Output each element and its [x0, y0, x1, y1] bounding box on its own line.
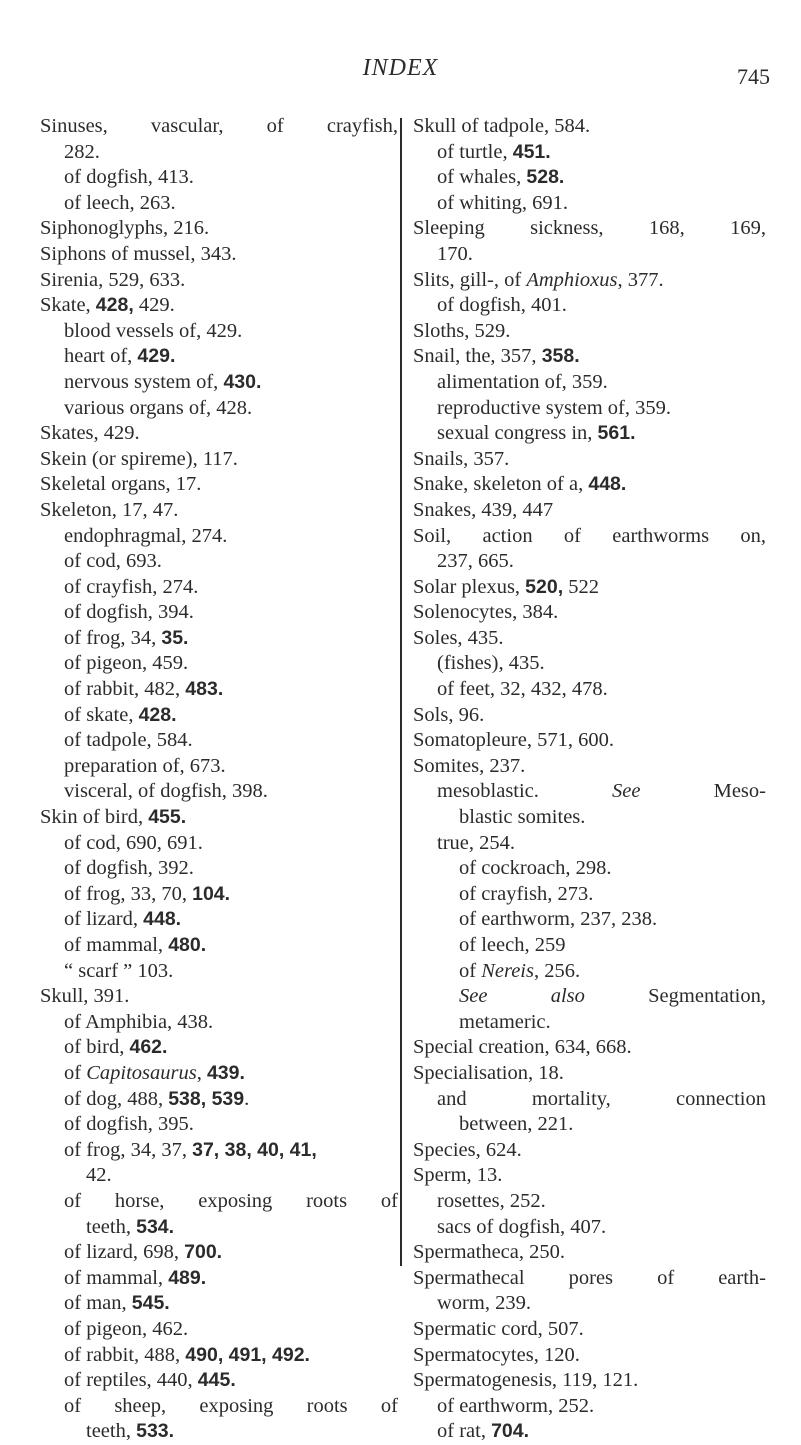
index-subentry	[40, 1112, 398, 1138]
index-text: “ scarf ” 103.	[64, 959, 174, 982]
column-divider	[400, 118, 402, 1266]
index-entry	[413, 1368, 766, 1394]
index-text: of Amphibia, 438.	[64, 1010, 214, 1033]
index-subentry	[40, 831, 398, 857]
index-subentry	[40, 1368, 398, 1394]
index-text: 282.	[64, 140, 100, 163]
index-page-ref-bold: 428.	[138, 703, 177, 726]
index-entry	[413, 114, 766, 140]
index-subentry	[40, 600, 398, 626]
index-text: and mortality, connection	[437, 1087, 766, 1110]
index-subentry	[413, 1394, 766, 1420]
index-text: Sperm, 13.	[413, 1164, 503, 1187]
index-text: (fishes), 435.	[437, 652, 545, 675]
index-text: alimentation of, 359.	[437, 370, 608, 393]
index-text: Soles, 435.	[413, 626, 504, 649]
index-entry	[413, 447, 766, 473]
index-entry	[40, 984, 398, 1010]
index-text: of pigeon, 459.	[64, 652, 189, 675]
index-text: Skin of bird,	[40, 806, 149, 829]
index-entry	[413, 319, 766, 345]
index-page-ref-bold: 462.	[129, 1036, 168, 1059]
index-text: of frog, 34, 37,	[64, 1138, 193, 1161]
index-page-ref-bold: 545.	[131, 1292, 170, 1315]
running-head-title: INDEX	[362, 55, 439, 81]
index-text: rosettes, 252.	[437, 1189, 546, 1212]
index-subentry	[40, 1419, 398, 1445]
index-text: of turtle,	[437, 140, 513, 163]
index-subentry	[40, 728, 398, 754]
index-text: Spermatic cord, 507.	[413, 1317, 584, 1340]
index-text: various organs of, 428.	[64, 396, 253, 419]
index-page-ref-bold: 448.	[588, 473, 627, 496]
index-subentry	[40, 549, 398, 575]
index-text: Skates, 429.	[40, 422, 140, 445]
index-subentry	[40, 165, 398, 191]
index-subentry	[40, 856, 398, 882]
index-subentry	[40, 1215, 398, 1241]
index-text: nervous system of,	[64, 370, 224, 393]
index-entry	[413, 268, 766, 294]
index-subentry	[413, 549, 766, 575]
index-page-ref-bold: 533.	[136, 1420, 175, 1443]
index-text: of crayfish, 274.	[64, 575, 199, 598]
index-text: of frog, 33, 70,	[64, 882, 193, 905]
index-text: of crayfish, 273.	[459, 882, 594, 905]
index-text: of	[64, 1061, 87, 1084]
index-text: Siphonoglyphs, 216.	[40, 217, 210, 240]
index-subentry	[40, 140, 398, 166]
index-text: blood vessels of, 429.	[64, 319, 243, 342]
index-text: of leech, 259	[459, 934, 566, 956]
index-text: Specialisation, 18.	[413, 1061, 564, 1084]
index-text: Meso-	[640, 780, 766, 803]
index-text: true, 254.	[437, 831, 515, 854]
index-entry	[40, 242, 398, 268]
index-text: metameric.	[459, 1010, 551, 1033]
index-text: Skeleton, 17, 47.	[40, 498, 179, 521]
index-text: Special creation, 634, 668.	[413, 1036, 632, 1059]
index-subentry	[40, 1189, 398, 1215]
index-text: Skull of tadpole, 584.	[413, 115, 591, 137]
index-entry	[40, 293, 398, 319]
index-subentry	[40, 1394, 398, 1420]
index-text: reproductive system of, 359.	[437, 396, 671, 419]
index-text: of reptiles, 440,	[64, 1369, 198, 1392]
index-subentry	[413, 421, 766, 447]
index-subentry	[40, 1035, 398, 1061]
index-subentry	[413, 856, 766, 882]
index-subentry	[413, 396, 766, 422]
index-page-ref-bold: 538, 539	[168, 1087, 245, 1110]
index-text: of man,	[64, 1292, 132, 1315]
index-subentry	[413, 140, 766, 166]
index-subentry	[413, 1010, 766, 1036]
index-column-left	[40, 114, 398, 1445]
index-subentry	[40, 1266, 398, 1292]
index-text: Solenocytes, 384.	[413, 601, 559, 624]
index-subentry	[40, 677, 398, 703]
index-text: , 256.	[533, 959, 581, 982]
index-subentry	[413, 1087, 766, 1113]
index-entry	[413, 1240, 766, 1266]
index-text: , 377.	[617, 268, 664, 291]
index-text: teeth,	[86, 1215, 137, 1238]
index-subentry	[413, 1189, 766, 1215]
index-subentry	[413, 779, 766, 805]
index-entry	[413, 575, 766, 601]
index-text: of cod, 690, 691.	[64, 831, 203, 854]
index-text: Spermatheca, 250.	[413, 1241, 565, 1264]
index-text: of cod, 693.	[64, 550, 162, 573]
index-subentry	[40, 370, 398, 396]
index-text: Species, 624.	[413, 1138, 522, 1161]
index-text: Somites, 237.	[413, 754, 526, 777]
index-text: Sirenia, 529, 633.	[40, 268, 186, 291]
index-subentry	[40, 1317, 398, 1343]
index-text: Slits, gill-, of	[413, 268, 527, 291]
index-entry	[40, 472, 398, 498]
index-text: worm, 239.	[437, 1292, 531, 1315]
index-page-ref-bold: 520,	[525, 575, 564, 598]
index-text: of sheep, exposing roots of	[64, 1394, 398, 1417]
index-page-ref-bold: 489.	[168, 1266, 207, 1289]
index-text: Spermatogenesis, 119, 121.	[413, 1369, 639, 1392]
index-subentry	[40, 1087, 398, 1113]
index-text: visceral, of dogfish, 398.	[64, 780, 268, 803]
index-text: 42.	[86, 1164, 112, 1187]
index-text: blastic somites.	[459, 806, 586, 829]
index-subentry	[413, 831, 766, 857]
index-text: of dogfish, 395.	[64, 1113, 194, 1136]
index-text: Spermathecal pores of earth-	[413, 1266, 766, 1289]
index-text: of lizard, 698,	[64, 1241, 185, 1264]
index-subentry	[413, 1419, 766, 1445]
index-subentry	[40, 626, 398, 652]
index-entry	[40, 216, 398, 242]
index-page-ref-bold: 483.	[185, 678, 224, 701]
index-text: of mammal,	[64, 1266, 169, 1289]
index-page-ref-bold: 448.	[143, 908, 182, 931]
index-text: Sleeping sickness, 168, 169,	[413, 217, 766, 240]
index-subentry	[413, 882, 766, 908]
index-subentry	[413, 907, 766, 933]
index-text: preparation of, 673.	[64, 754, 226, 777]
index-subentry	[40, 344, 398, 370]
index-text: of horse, exposing roots of	[64, 1189, 398, 1212]
index-text: Sloths, 529.	[413, 319, 511, 342]
index-subentry	[40, 651, 398, 677]
index-subentry	[40, 959, 398, 985]
index-text: Snake, skeleton of a,	[413, 473, 589, 496]
index-subentry	[413, 293, 766, 319]
index-entry	[413, 472, 766, 498]
index-page-ref-bold: 561.	[597, 422, 636, 445]
index-page-ref-bold: 528.	[526, 166, 565, 189]
index-text: heart of,	[64, 345, 138, 368]
index-page-ref-bold: 430.	[223, 370, 262, 393]
index-text: of rabbit, 482,	[64, 678, 186, 701]
index-page-ref-bold: 704.	[491, 1420, 530, 1443]
index-entry	[413, 626, 766, 652]
index-text: of pigeon, 462.	[64, 1317, 189, 1340]
index-text: Somatopleure, 571, 600.	[413, 729, 614, 752]
index-entry	[40, 114, 398, 140]
index-page-ref-bold: 428,	[95, 294, 134, 317]
index-text: of dogfish, 401.	[437, 294, 567, 317]
index-text: of dogfish, 413.	[64, 166, 194, 189]
index-text: of rat,	[437, 1420, 492, 1443]
index-text: 170.	[437, 242, 473, 265]
index-text: Siphons of mussel, 343.	[40, 242, 237, 265]
index-subentry	[413, 933, 766, 959]
index-subentry	[40, 703, 398, 729]
index-page-ref-bold: 104.	[192, 882, 231, 905]
index-subentry	[413, 1291, 766, 1317]
index-text: of lizard,	[64, 908, 144, 931]
index-entry	[413, 1266, 766, 1292]
index-text: of dogfish, 392.	[64, 857, 194, 880]
index-text: Snail, the, 357,	[413, 345, 542, 368]
index-text: of dogfish, 394.	[64, 601, 194, 624]
index-text: .	[244, 1087, 250, 1110]
index-text: Skull, 391.	[40, 985, 130, 1008]
index-page-ref-bold: 480.	[168, 934, 207, 956]
index-page-ref-bold: 451.	[512, 140, 551, 163]
index-subentry	[40, 882, 398, 908]
index-text: of bird,	[64, 1036, 130, 1059]
index-entry	[40, 268, 398, 294]
index-text: teeth,	[86, 1420, 137, 1443]
index-subentry	[413, 191, 766, 217]
index-page-ref-bold: 700.	[184, 1241, 223, 1264]
index-text: endophragmal, 274.	[64, 524, 228, 547]
index-entry	[413, 1317, 766, 1343]
index-subentry	[40, 575, 398, 601]
index-term-italic: See also	[459, 985, 585, 1008]
index-text: Skein (or spireme), 117.	[40, 447, 238, 470]
index-page-ref-bold: 37, 38, 40, 41,	[192, 1138, 317, 1161]
index-text: of whales,	[437, 166, 527, 189]
index-text: of earthworm, 237, 238.	[459, 908, 658, 931]
index-text: of	[459, 959, 482, 982]
index-text: of skate,	[64, 703, 139, 726]
index-subentry	[413, 242, 766, 268]
index-term-italic: See	[612, 780, 641, 803]
index-subentry	[40, 396, 398, 422]
index-subentry	[40, 191, 398, 217]
index-text: 522	[563, 575, 599, 598]
index-text: of rabbit, 488,	[64, 1343, 186, 1366]
index-subentry	[413, 984, 766, 1010]
index-text: Skate,	[40, 294, 96, 317]
index-subentry	[40, 933, 398, 959]
index-subentry	[413, 805, 766, 831]
index-text: Snakes, 439, 447	[413, 498, 554, 521]
index-page-ref-bold: 358.	[541, 345, 580, 368]
index-text: of feet, 32, 432, 478.	[437, 678, 608, 701]
index-page-ref-bold: 35.	[161, 626, 189, 649]
index-page-ref-bold: 439.	[206, 1061, 245, 1084]
index-entry	[413, 600, 766, 626]
index-text: 429.	[133, 294, 175, 317]
index-text: ,	[196, 1061, 207, 1084]
page-number: 745	[737, 64, 770, 89]
index-subentry	[413, 677, 766, 703]
index-subentry	[413, 651, 766, 677]
index-text: of whiting, 691.	[437, 191, 568, 214]
index-subentry	[40, 907, 398, 933]
index-subentry	[413, 959, 766, 985]
index-subentry	[40, 1291, 398, 1317]
index-entry	[413, 728, 766, 754]
index-subentry	[40, 1138, 398, 1164]
index-text: sacs of dogfish, 407.	[437, 1215, 607, 1238]
index-text: 237, 665.	[437, 550, 514, 573]
index-entry	[413, 344, 766, 370]
index-entry	[40, 447, 398, 473]
index-text: of mammal,	[64, 934, 169, 956]
index-text: Solar plexus,	[413, 575, 526, 598]
index-text: of dog, 488,	[64, 1087, 169, 1110]
index-subentry	[40, 754, 398, 780]
index-page-ref-bold: 455.	[148, 806, 187, 829]
index-subentry	[413, 370, 766, 396]
index-text: of tadpole, 584.	[64, 729, 193, 752]
index-subentry	[413, 1112, 766, 1138]
index-text: mesoblastic.	[437, 780, 613, 803]
index-entry	[40, 421, 398, 447]
index-term-italic: Nereis	[481, 959, 534, 982]
index-page-ref-bold: 429.	[137, 345, 176, 368]
index-subentry	[40, 1061, 398, 1087]
index-column-right	[413, 114, 766, 1445]
index-entry	[40, 498, 398, 524]
index-subentry	[40, 319, 398, 345]
index-text: of frog, 34,	[64, 626, 162, 649]
index-text: Soil, action of earthworms on,	[413, 524, 766, 547]
index-entry	[413, 703, 766, 729]
index-entry	[413, 498, 766, 524]
index-text: Snails, 357.	[413, 447, 510, 470]
index-entry	[40, 805, 398, 831]
index-text: Segmentation,	[584, 985, 767, 1008]
index-subentry	[40, 1163, 398, 1189]
index-text: of cockroach, 298.	[459, 857, 612, 880]
index-page-ref-bold: 445.	[197, 1369, 236, 1392]
index-subentry	[413, 165, 766, 191]
index-text: of earthworm, 252.	[437, 1394, 595, 1417]
index-subentry	[40, 524, 398, 550]
index-entry	[413, 1163, 766, 1189]
index-text: of leech, 263.	[64, 191, 176, 214]
index-entry	[413, 1138, 766, 1164]
index-subentry	[40, 1240, 398, 1266]
index-subentry	[40, 1010, 398, 1036]
index-entry	[413, 754, 766, 780]
index-text: Spermatocytes, 120.	[413, 1343, 580, 1366]
index-subentry	[40, 779, 398, 805]
index-entry	[413, 1035, 766, 1061]
index-entry	[413, 524, 766, 550]
index-term-italic: Amphioxus	[526, 268, 618, 291]
index-text: Sinuses, vascular, of crayfish,	[40, 115, 398, 137]
index-subentry	[40, 1343, 398, 1369]
index-entry	[413, 1343, 766, 1369]
index-entry	[413, 216, 766, 242]
index-text: sexual congress in,	[437, 422, 598, 445]
index-subentry	[413, 1215, 766, 1241]
index-page-ref-bold: 490, 491, 492.	[185, 1343, 310, 1366]
index-page-ref-bold: 534.	[136, 1215, 175, 1238]
index-text: Skeletal organs, 17.	[40, 473, 202, 496]
index-text: between, 221.	[459, 1113, 574, 1136]
index-entry	[413, 1061, 766, 1087]
index-term-italic: Capitosaurus	[86, 1061, 197, 1084]
index-text: Sols, 96.	[413, 703, 485, 726]
